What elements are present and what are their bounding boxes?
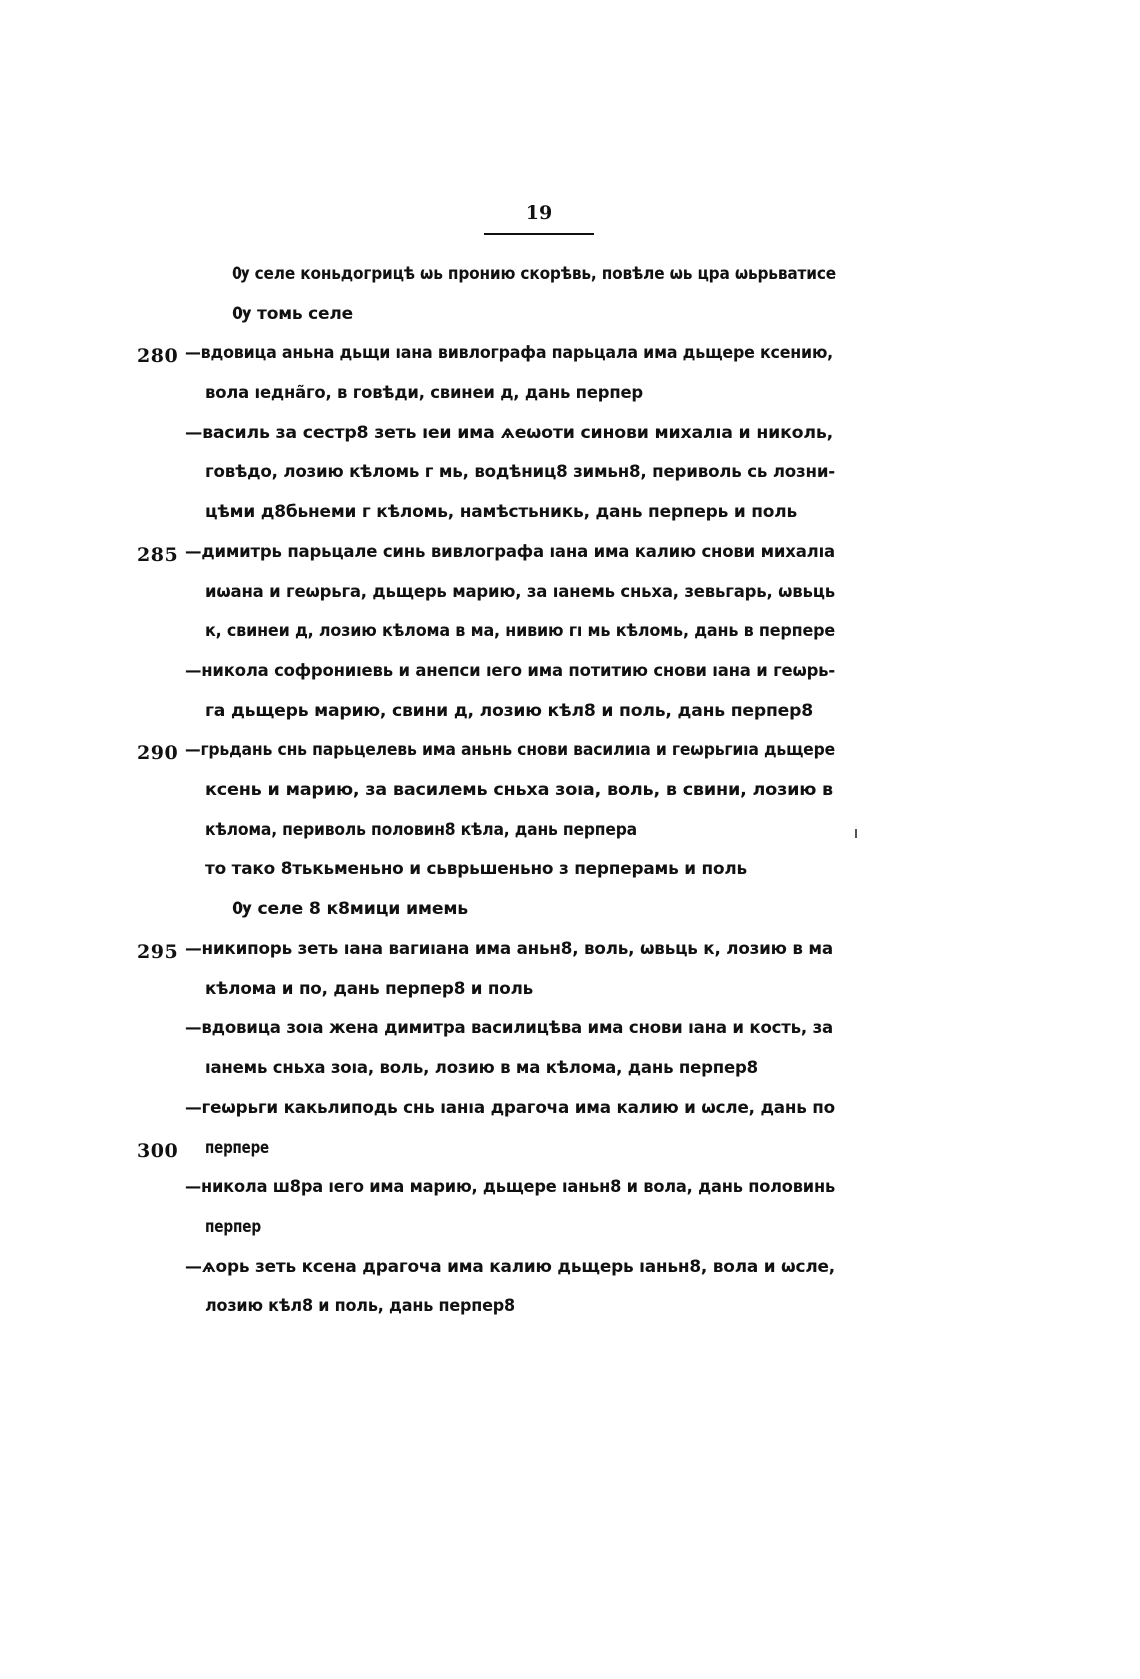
text-line: [0, 699, 1140, 733]
line-text: —ѧорь зеть ксена драгоча има калию дьщерь ıаньн8, вола и ѡсле,: [185, 1257, 835, 1277]
line-number: 300: [137, 1140, 179, 1162]
text-line: [0, 500, 1140, 534]
line-text: перпере: [205, 1138, 269, 1158]
line-text: говѣдо, лозию кѣломь г мь, водѣниц8 зимьн8, периволь сь лозни-: [205, 462, 835, 482]
line-number: 295: [137, 941, 179, 963]
line-number: 280: [137, 345, 179, 367]
text-line: [0, 1215, 1140, 1249]
text-line: [0, 1294, 1140, 1328]
text-line: [0, 580, 1140, 614]
text-line: [0, 659, 1140, 693]
page-number-rule: [484, 233, 594, 235]
line-text: —вдовица аньна дьщи ıана вивлографа парьцала има дьщере ксению,: [185, 343, 833, 363]
line-text: ıанемь сньха зоıа, воль, лозию в ма кѣлома, дань перпер8: [205, 1058, 758, 1078]
line-text: —никипорь зеть ıана вагиıана има аньн8, воль, ѡвьць к, лозию в ма: [185, 939, 833, 959]
line-number: 285: [137, 544, 179, 566]
text-line: [0, 738, 1140, 772]
line-text: вола ıедна̃го, в говѣди, свинеи д, дань перпер: [205, 383, 643, 403]
line-text: цѣми д8бьнеми г кѣломь, намѣстьникь, дань перперь и поль: [205, 502, 797, 522]
text-line: [0, 857, 1140, 891]
line-text: иѡана и геѡрьга, дьщерь марию, за ıанемь сньха, зевьгарь, ѡвьць: [205, 582, 835, 602]
line-text: —геѡрьги какьлиподь снь ıанıа драгоча има калию и ѡсле, дань по: [185, 1098, 835, 1118]
line-text: кѣлома, периволь половин8 кѣла, дань перпера: [205, 820, 637, 840]
line-text: —димитрь парьцале синь вивлографа ıана има калию снови михалıа: [185, 542, 835, 562]
text-line: [0, 977, 1140, 1011]
line-text: —никола софрониıевь и анепси ıего има потитию снови ıана и геѡрь-: [185, 661, 835, 681]
text-line: [0, 619, 1140, 653]
line-text: —грьдань снь парьцелевь има аньнь снови василиıа и геѡрьгиıа дьщере: [185, 740, 835, 760]
line-text: лозию кѣл8 и поль, дань перпер8: [205, 1296, 515, 1316]
text-line: [0, 302, 1140, 336]
line-text: ксень и марию, за василемь сньха зоıа, воль, в свини, лозию в: [205, 780, 833, 800]
line-text: —никола ш8ра ıего има марию, дьщере ıаньн8 и вола, дань половинь: [185, 1177, 835, 1197]
line-text: к, свинеи д, лозию кѣлома в ма, нивию гı мь кѣломь, дань в перпере: [205, 621, 835, 641]
line-text: перпер: [205, 1217, 261, 1237]
line-text: Ѹ селе 8 к8мици имемь: [232, 899, 468, 919]
text-line: [0, 1175, 1140, 1209]
line-text: то тако 8тькьменьно и сьврьшеньно з перперамь и поль: [205, 859, 747, 879]
text-line: [0, 818, 1140, 852]
text-line: [0, 540, 1140, 574]
page-number: 19: [525, 202, 553, 224]
text-line: [0, 1056, 1140, 1090]
line-text: га дьщерь марию, свини д, лозию кѣл8 и поль, дань перпер8: [205, 701, 813, 721]
text-line: [0, 937, 1140, 971]
text-line: [0, 778, 1140, 812]
text-line: [0, 341, 1140, 375]
text-line: [0, 1136, 1140, 1170]
line-text: кѣлома и по, дань перпер8 и поль: [205, 979, 533, 999]
scan-speck: [855, 829, 857, 838]
line-number: 290: [137, 742, 179, 764]
text-line: [0, 1016, 1140, 1050]
text-line: [0, 262, 1140, 296]
text-line: [0, 381, 1140, 415]
line-text: —василь за сестр8 зеть ıеи има ѧеѡоти синови михалıа и николь,: [185, 423, 833, 443]
text-line: [0, 897, 1140, 931]
text-line: [0, 1255, 1140, 1289]
line-text: Ѹ селе коньдогрицѣ ѡь пронию скорѣвь, повѣле ѡь цра ѡьрьватисе: [232, 264, 836, 284]
text-line: [0, 1096, 1140, 1130]
line-text: —вдовица зоıа жена димитра василицѣва има снови ıана и кость, за: [185, 1018, 833, 1038]
line-text: Ѹ томь селе: [232, 304, 353, 324]
text-line: [0, 421, 1140, 455]
text-line: [0, 460, 1140, 494]
